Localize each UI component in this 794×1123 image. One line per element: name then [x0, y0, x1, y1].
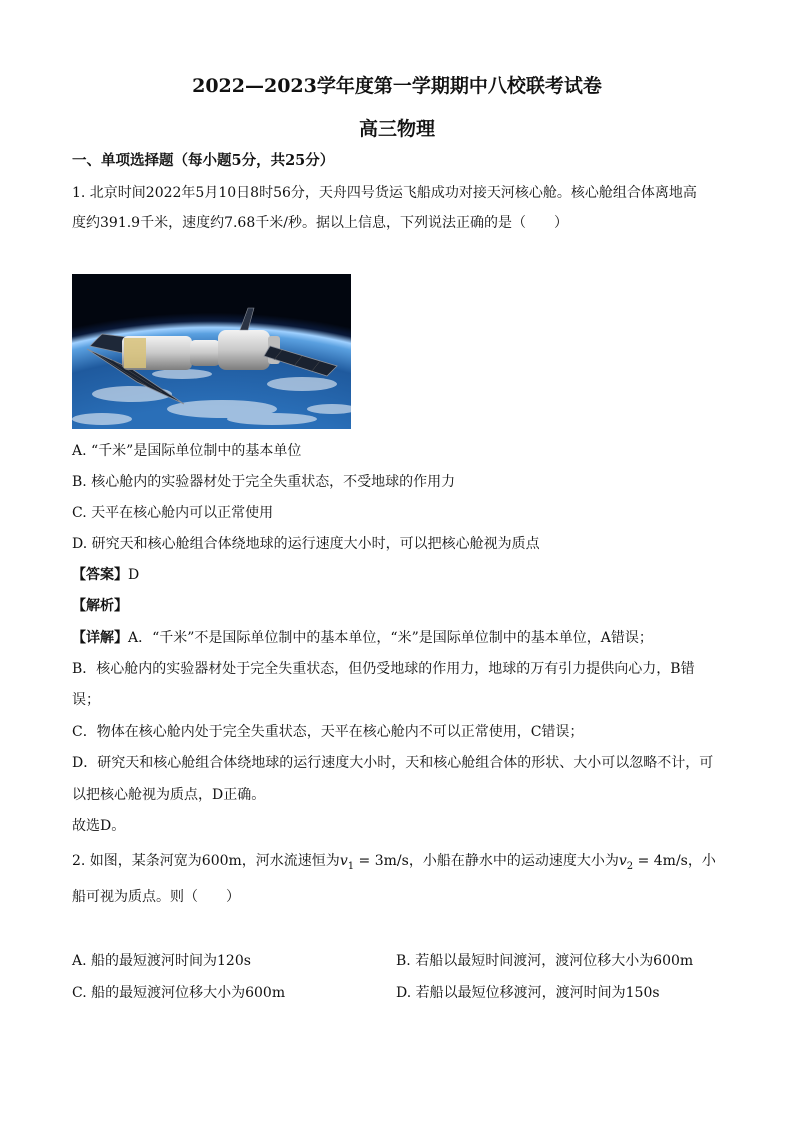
- q2-stem-part-b: ，小船在静水中的运动速度大小为: [408, 853, 619, 869]
- q1-analysis-line: [72, 597, 722, 615]
- q2-option-c: C. 船的最短渡河位移大小为600m: [72, 985, 286, 1001]
- q1-answer-line: [72, 566, 722, 584]
- q2-option-d: D. 若船以最短位移渡河，渡河时间为150s: [396, 985, 660, 1001]
- analysis-tag: 【解析】: [72, 598, 128, 614]
- exam-subject: 高三物理: [358, 118, 435, 140]
- detail-tag: 【详解】: [72, 630, 128, 646]
- q1-option-c: C. 天平在核心舱内可以正常使用: [72, 505, 274, 521]
- q1-detail-b2: 误；: [72, 692, 100, 708]
- v2-subscript: 2: [626, 860, 634, 872]
- answer-value: D: [128, 567, 140, 583]
- q1-detail-a: [72, 629, 722, 647]
- q2-option-a: A. 船的最短渡河时间为120s: [72, 953, 251, 969]
- v2-symbol: v: [618, 853, 627, 869]
- space-station-image: [72, 274, 351, 429]
- q1-option-a: A. “千米”是国际单位制中的基本单位: [72, 443, 302, 459]
- q1-conclusion: 故选D。: [72, 818, 126, 834]
- q1-detail-c: C．物体在核心舱内处于完全失重状态，天平在核心舱内不可以正常使用，C错误；: [72, 724, 584, 740]
- q1-stem-line2: 度约391.9千米，速度约7.68千米/秒。据以上信息，下列说法正确的是（ ）: [72, 215, 568, 231]
- answer-tag: 【答案】: [72, 567, 128, 583]
- q1-stem-line1: 1. 北京时间2022年5月10日8时56分，天舟四号货运飞船成功对接天河核心舱。核心舱组合体离地高: [72, 185, 697, 201]
- q2-stem-part-a: 2. 如图，某条河宽为600m，河水流速恒为: [72, 853, 340, 869]
- q1-option-d: D. 研究天和核心舱组合体绕地球的运行速度大小时，可以把核心舱视为质点: [72, 536, 540, 552]
- q2-stem-line2: 船可视为质点。则（ ）: [72, 889, 240, 905]
- q1-detail-d2: 以把核心舱视为质点，D正确。: [72, 787, 266, 803]
- q1-option-b: B. 核心舱内的实验器材处于完全失重状态，不受地球的作用力: [72, 474, 456, 490]
- v2-value: = 4m/s: [633, 853, 688, 869]
- q2-stem-line1: [72, 852, 722, 876]
- q1-detail-d1: D．研究天和核心舱组合体绕地球的运行速度大小时，天和核心舱组合体的形状、大小可以忽略不计，可: [72, 755, 714, 771]
- v1-value: = 3m/s: [354, 853, 409, 869]
- q2-stem-part-c: ，小: [687, 853, 716, 869]
- detail-a-text: A．“千米”不是国际单位制中的基本单位，“米”是国际单位制中的基本单位，A错误；: [128, 630, 653, 646]
- exam-title: 2022—2023学年度第一学期期中八校联考试卷: [192, 75, 602, 97]
- q2-option-b: B. 若船以最短时间渡河，渡河位移大小为600m: [396, 953, 694, 969]
- v1-symbol: v: [339, 853, 348, 869]
- section-heading: 一、单项选择题（每小题5分，共25分）: [72, 152, 335, 169]
- v1-subscript: 1: [347, 860, 355, 872]
- q1-detail-b1: B．核心舱内的实验器材处于完全失重状态，但仍受地球的作用力，地球的万有引力提供向心力，B错: [72, 661, 695, 677]
